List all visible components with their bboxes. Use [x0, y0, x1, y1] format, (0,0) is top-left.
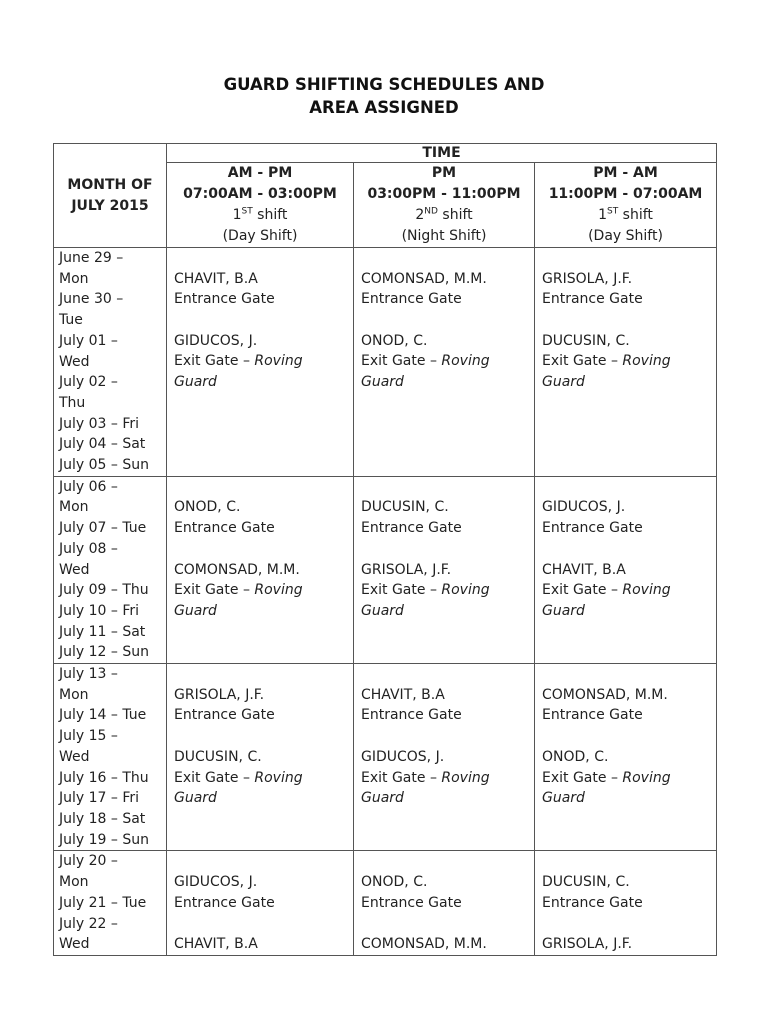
roving-guard-label: Guard	[361, 790, 404, 807]
month-header-line-2: JULY 2015	[71, 197, 149, 214]
week-dates-cell	[54, 476, 167, 663]
entrance-area: Entrance Gate	[542, 520, 643, 537]
date-line: June 29 –	[59, 250, 124, 266]
roving-label: Roving	[441, 582, 490, 599]
roving-label: Roving	[254, 769, 303, 786]
entrance-guard-name: GRISOLA, J.F.	[542, 270, 633, 287]
exit-guard-name: GRISOLA, J.F.	[361, 561, 452, 578]
shift-hours: 07:00AM - 03:00PM	[183, 186, 337, 202]
exit-area	[361, 580, 534, 601]
entrance-area: Entrance Gate	[542, 707, 643, 724]
shift-hours: 03:00PM - 11:00PM	[367, 186, 521, 202]
entrance-guard-name: ONOD, C.	[361, 874, 428, 891]
date-line: July 11 – Sat	[59, 623, 146, 640]
exit-area-label: Exit Gate –	[361, 353, 442, 370]
shift-assignment-cell	[354, 851, 535, 956]
date-line: July 07 – Tue	[59, 520, 147, 537]
entrance-area: Entrance Gate	[542, 894, 643, 911]
shift-period: AM - PM	[227, 165, 293, 181]
entrance-guard-name: COMONSAD, M.M.	[542, 686, 668, 703]
date-line: Wed	[59, 353, 90, 370]
time-header-cell: TIME	[167, 144, 717, 163]
date-line: July 09 – Thu	[59, 582, 149, 599]
entrance-area: Entrance Gate	[174, 520, 275, 537]
date-line: July 21 – Tue	[59, 894, 147, 911]
roving-guard-label: Guard	[542, 602, 585, 619]
shift-description: (Day Shift)	[222, 228, 298, 244]
month-header-line-1: MONTH OF	[67, 176, 153, 193]
entrance-area: Entrance Gate	[174, 707, 275, 724]
week-row	[54, 664, 717, 851]
entrance-guard-name: GIDUCOS, J.	[542, 499, 626, 516]
exit-area-label: Exit Gate –	[361, 582, 442, 599]
exit-area-label: Exit Gate –	[542, 769, 623, 786]
exit-area-label: Exit Gate –	[174, 582, 255, 599]
date-line: Mon	[59, 686, 89, 703]
date-line: Wed	[59, 748, 90, 765]
exit-area-label: Exit Gate –	[542, 353, 623, 370]
exit-guard-name: GIDUCOS, J.	[174, 332, 258, 349]
title-line-1: GUARD SHIFTING SCHEDULES AND	[223, 75, 545, 94]
entrance-area: Entrance Gate	[174, 291, 275, 308]
roving-label: Roving	[254, 353, 303, 370]
date-line: July 05 – Sun	[59, 457, 149, 474]
shift-assignment-cell	[167, 248, 354, 477]
entrance-guard-name: GIDUCOS, J.	[174, 874, 258, 891]
exit-area-label: Exit Gate –	[542, 582, 623, 599]
date-line: Mon	[59, 874, 89, 891]
exit-area	[361, 351, 534, 372]
roving-label: Roving	[622, 582, 671, 599]
entrance-guard-name: CHAVIT, B.A	[361, 686, 445, 703]
exit-guard-name: ONOD, C.	[361, 332, 428, 349]
entrance-area: Entrance Gate	[361, 707, 462, 724]
roving-guard-label: Guard	[174, 602, 217, 619]
week-dates-cell	[54, 248, 167, 477]
shift-description: (Day Shift)	[588, 228, 663, 244]
shift-assignment-cell	[535, 476, 717, 663]
exit-area	[174, 351, 353, 372]
exit-area	[361, 768, 534, 789]
date-line: July 08 –	[59, 540, 118, 557]
date-line: July 17 – Fri	[59, 790, 140, 807]
exit-guard-name: COMONSAD, M.M.	[361, 936, 487, 953]
date-line: July 03 – Fri	[59, 415, 140, 432]
exit-guard-name: DUCUSIN, C.	[542, 332, 630, 349]
entrance-guard-name: DUCUSIN, C.	[542, 874, 630, 891]
date-line: July 20 –	[59, 853, 118, 870]
shift-description: (Night Shift)	[401, 228, 487, 244]
shift-number: 2ND shift	[415, 206, 473, 223]
date-line: July 18 – Sat	[59, 810, 146, 827]
shift-assignment-cell	[535, 664, 717, 851]
exit-guard-name: GRISOLA, J.F.	[542, 936, 633, 953]
date-line: July 02 –	[59, 374, 118, 391]
date-line: July 15 –	[59, 728, 118, 745]
shift-assignment-cell	[354, 248, 535, 477]
shift-assignment-cell	[167, 476, 354, 663]
shift-assignment-cell	[354, 664, 535, 851]
date-line: July 06 –	[59, 478, 118, 495]
entrance-guard-name: GRISOLA, J.F.	[174, 686, 265, 703]
week-row	[54, 248, 717, 477]
date-line: July 19 – Sun	[59, 831, 149, 848]
exit-area-label: Exit Gate –	[174, 353, 255, 370]
shift-header-pm-am	[535, 163, 717, 248]
schedule-table	[53, 143, 717, 956]
exit-area	[542, 768, 716, 789]
exit-area	[542, 351, 716, 372]
exit-guard-name: CHAVIT, B.A	[542, 561, 626, 578]
date-line: June 30 –	[59, 291, 124, 308]
shift-assignment-cell	[535, 851, 717, 956]
exit-area	[174, 580, 353, 601]
exit-guard-name: COMONSAD, M.M.	[174, 561, 300, 578]
shift-number: 1ST shift	[232, 206, 288, 223]
shift-hours: 11:00PM - 07:00AM	[548, 186, 703, 202]
roving-guard-label: Guard	[542, 790, 585, 807]
shift-period: PM	[431, 165, 457, 181]
shift-assignment-cell	[167, 851, 354, 956]
week-row	[54, 476, 717, 663]
roving-guard-label: Guard	[174, 790, 217, 807]
roving-guard-label: Guard	[361, 602, 404, 619]
exit-guard-name: CHAVIT, B.A	[174, 936, 258, 953]
week-dates-cell	[54, 664, 167, 851]
exit-area	[542, 580, 716, 601]
date-line: July 13 –	[59, 666, 118, 683]
entrance-area: Entrance Gate	[542, 291, 643, 308]
roving-guard-label: Guard	[174, 374, 217, 391]
entrance-guard-name: CHAVIT, B.A	[174, 270, 258, 287]
roving-guard-label: Guard	[542, 374, 585, 391]
entrance-area: Entrance Gate	[361, 520, 462, 537]
roving-label: Roving	[441, 353, 490, 370]
title-line-2: AREA ASSIGNED	[309, 98, 459, 117]
date-line: Mon	[59, 499, 89, 516]
shift-header-am-pm	[167, 163, 354, 248]
date-line: Mon	[59, 270, 89, 287]
shift-assignment-cell	[535, 248, 717, 477]
entrance-guard-name: DUCUSIN, C.	[361, 499, 449, 516]
exit-area	[174, 768, 353, 789]
header-row-time	[54, 144, 717, 163]
roving-label: Roving	[441, 769, 490, 786]
month-header-cell	[54, 144, 167, 248]
roving-label: Roving	[254, 582, 303, 599]
date-line: July 16 – Thu	[59, 769, 149, 786]
shift-header-pm	[354, 163, 535, 248]
date-line: Wed	[59, 936, 90, 953]
date-line: July 10 – Fri	[59, 602, 140, 619]
date-line: July 14 – Tue	[59, 707, 147, 724]
exit-guard-name: GIDUCOS, J.	[361, 748, 445, 765]
shift-assignment-cell	[354, 476, 535, 663]
date-line: July 12 – Sun	[59, 644, 149, 661]
entrance-area: Entrance Gate	[361, 291, 462, 308]
shift-period: PM - AM	[593, 165, 658, 181]
document-title	[0, 73, 768, 119]
exit-area-label: Exit Gate –	[174, 769, 255, 786]
week-row	[54, 851, 717, 956]
entrance-guard-name: ONOD, C.	[174, 499, 241, 516]
exit-guard-name: ONOD, C.	[542, 748, 609, 765]
date-line: July 04 – Sat	[59, 436, 146, 453]
entrance-area: Entrance Gate	[174, 894, 275, 911]
exit-guard-name: DUCUSIN, C.	[174, 748, 262, 765]
roving-label: Roving	[622, 353, 671, 370]
entrance-area: Entrance Gate	[361, 894, 462, 911]
roving-guard-label: Guard	[361, 374, 404, 391]
week-dates-cell	[54, 851, 167, 956]
shift-number: 1ST shift	[598, 206, 653, 223]
date-line: Wed	[59, 561, 90, 578]
date-line: Thu	[59, 394, 86, 411]
exit-area-label: Exit Gate –	[361, 769, 442, 786]
shift-assignment-cell	[167, 664, 354, 851]
date-line: Tue	[59, 312, 83, 329]
roving-label: Roving	[622, 769, 671, 786]
date-line: July 22 –	[59, 915, 118, 932]
date-line: July 01 –	[59, 332, 118, 349]
entrance-guard-name: COMONSAD, M.M.	[361, 270, 487, 287]
